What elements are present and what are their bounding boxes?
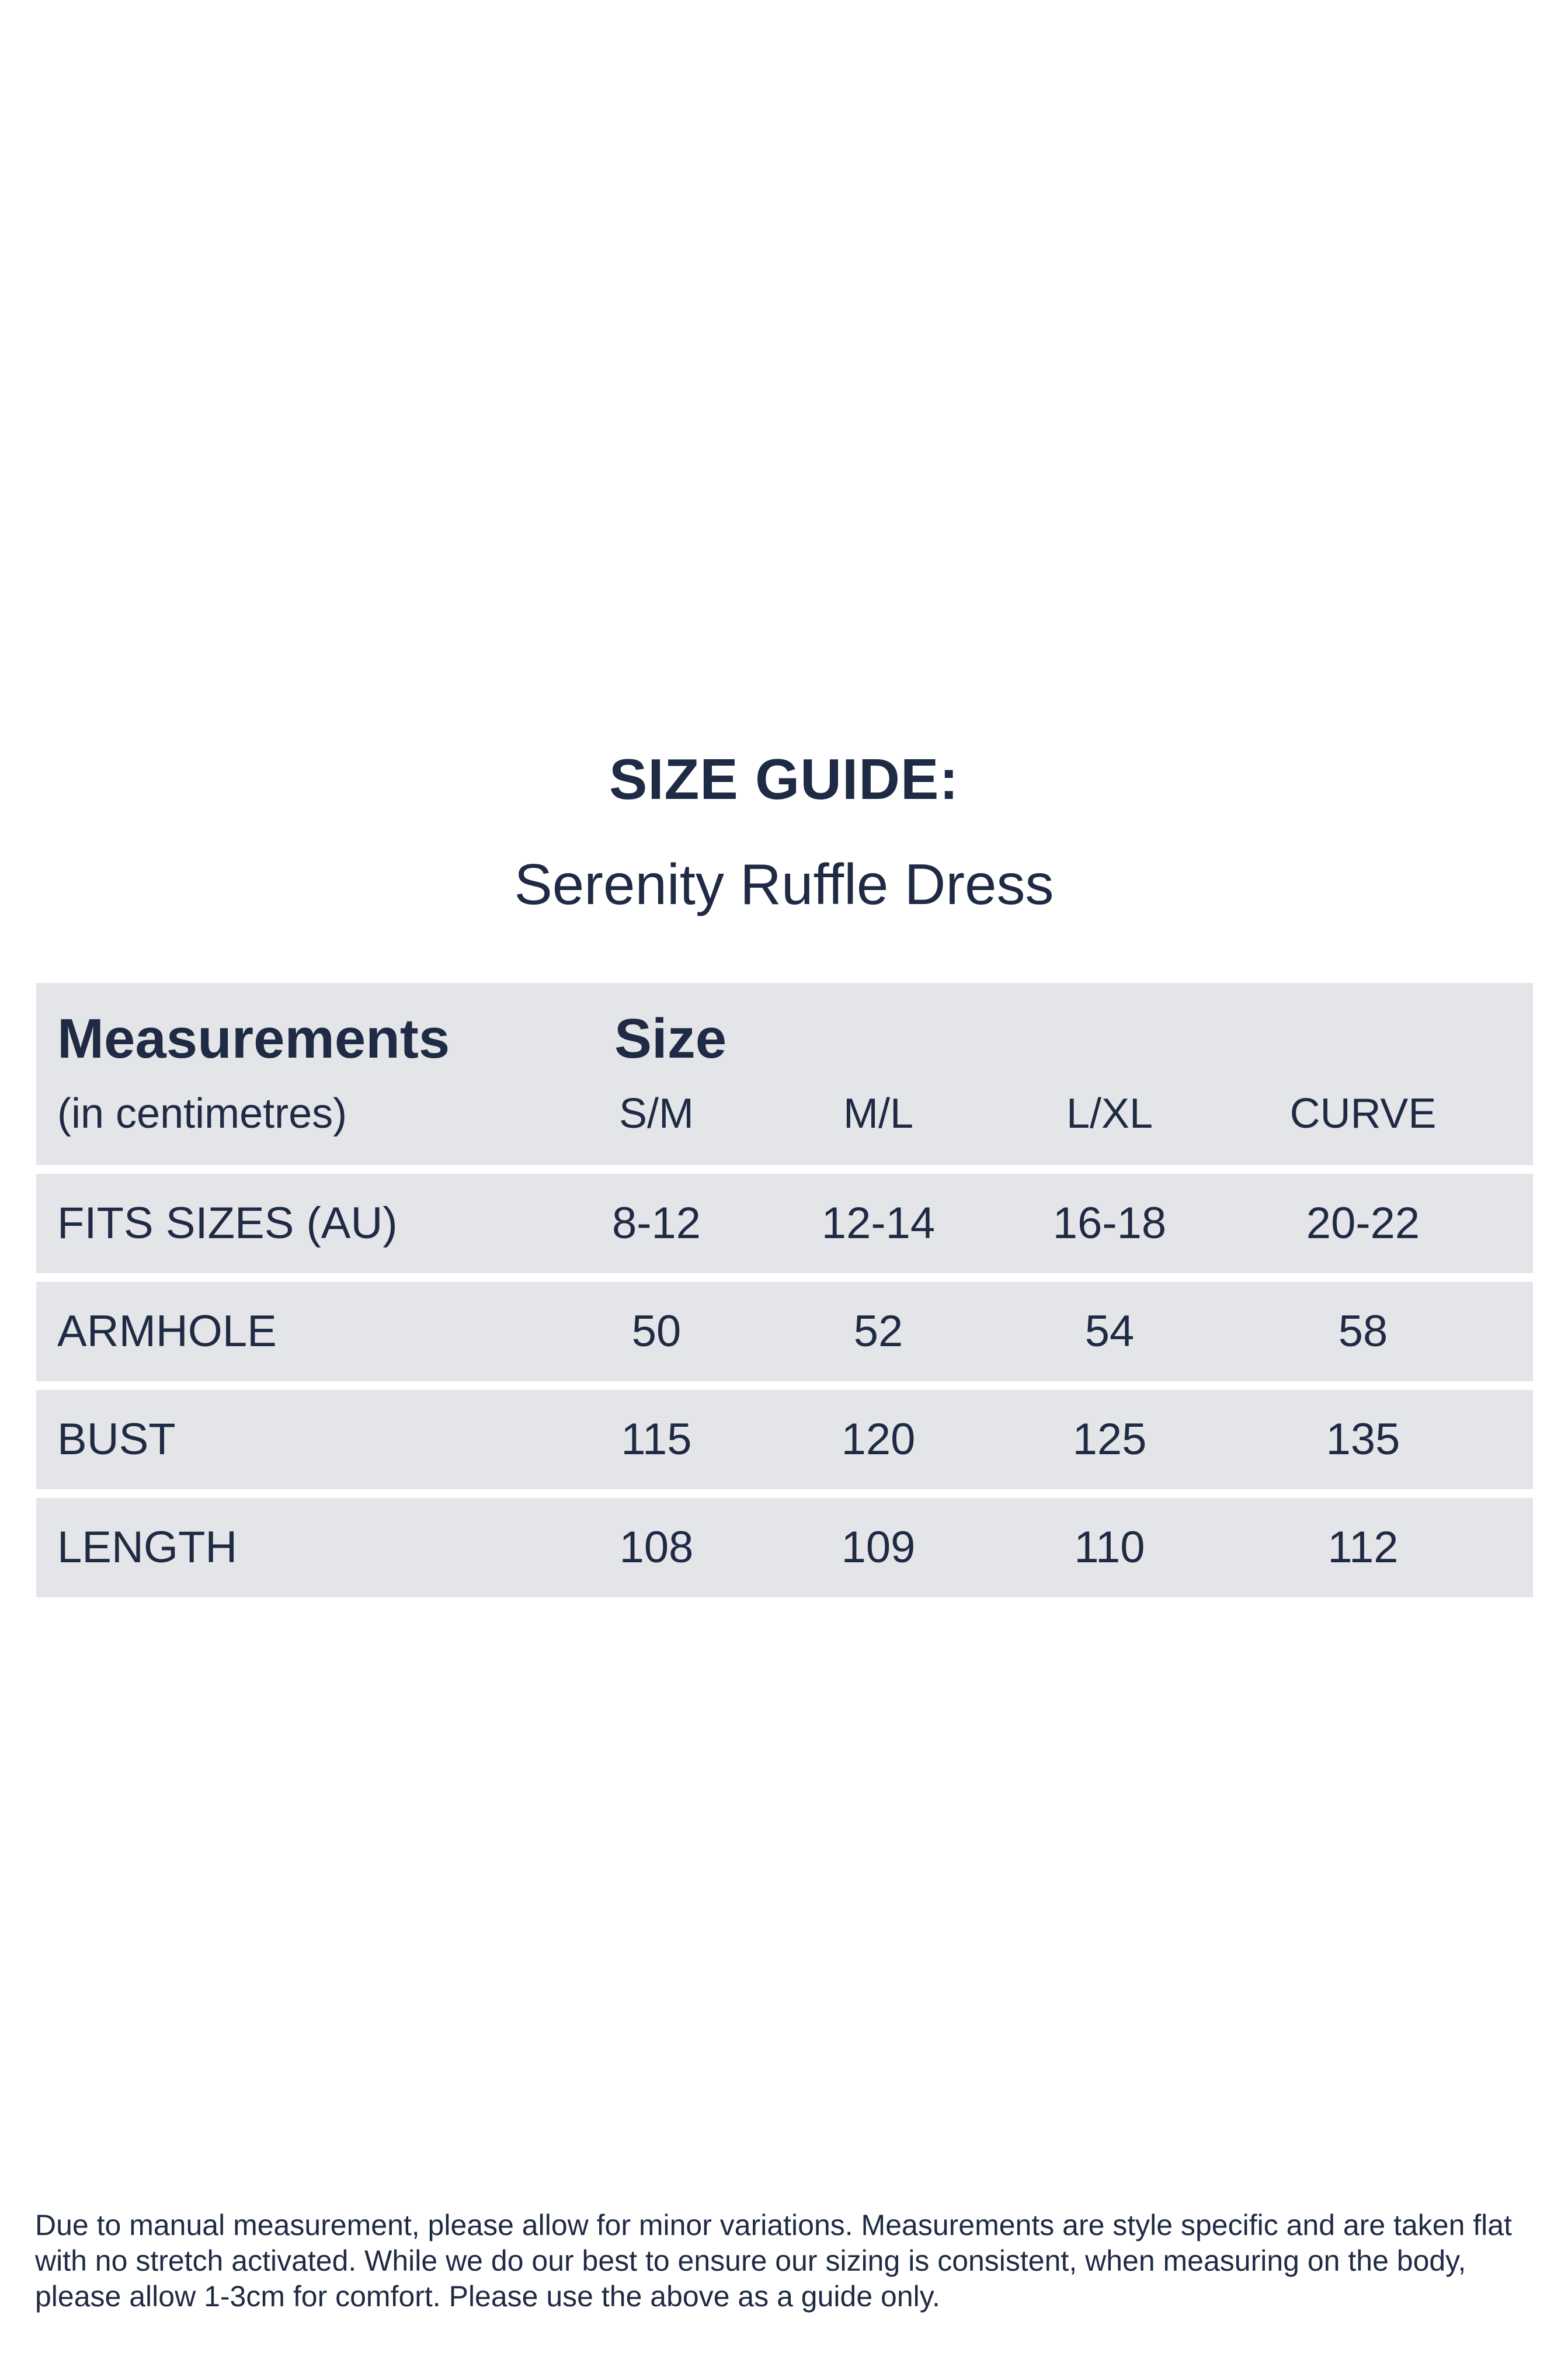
table-row	[36, 1282, 1533, 1381]
table-cell: 16-18	[1052, 1198, 1167, 1248]
size-column-header: CURVE	[1289, 1090, 1437, 1137]
size-column-header: M/L	[843, 1090, 914, 1137]
table-cell: 8-12	[611, 1198, 701, 1248]
table-cell: 110	[1074, 1523, 1145, 1572]
size-column-header: L/XL	[1066, 1090, 1153, 1137]
table-cell: 109	[841, 1523, 916, 1572]
row-label: ARMHOLE	[57, 1306, 277, 1356]
size-header: Size	[614, 1007, 727, 1070]
table-header-row	[36, 983, 1533, 1165]
measurements-header: Measurements	[57, 1007, 450, 1070]
table-cell: 54	[1084, 1306, 1135, 1356]
size-column-header: S/M	[618, 1090, 694, 1137]
table-cell: 135	[1326, 1414, 1400, 1464]
table-cell: 108	[619, 1523, 694, 1572]
table-row	[36, 1498, 1533, 1597]
table-cell: 20-22	[1306, 1198, 1420, 1248]
table-row	[36, 1174, 1533, 1273]
table-cell: 120	[841, 1414, 916, 1464]
table-cell: 52	[853, 1306, 903, 1356]
size-guide-table	[36, 983, 1533, 1606]
disclaimer-text: Due to manual measurement, please allow for minor variations. Measurements are style specific and are taken flat with no stretch activated. While we do our best to ensure our sizing is consistent, when measuring on the body, please allow 1-3cm for comfort. Please use the above as a guide only.	[35, 2209, 1512, 2313]
table-cell: 115	[621, 1414, 692, 1464]
table-row	[36, 1390, 1533, 1489]
table-cell: 50	[631, 1306, 682, 1356]
table-cell: 112	[1327, 1523, 1399, 1572]
units-label: (in centimetres)	[57, 1090, 347, 1137]
row-label: BUST	[57, 1414, 176, 1464]
row-label: FITS SIZES (AU)	[57, 1198, 398, 1248]
product-name: Serenity Ruffle Dress	[514, 852, 1054, 916]
table-cell: 12-14	[821, 1198, 936, 1248]
table-cell: 58	[1338, 1306, 1388, 1356]
table-cell: 125	[1072, 1414, 1147, 1464]
row-label: LENGTH	[57, 1523, 238, 1572]
page-title: SIZE GUIDE:	[609, 747, 959, 811]
